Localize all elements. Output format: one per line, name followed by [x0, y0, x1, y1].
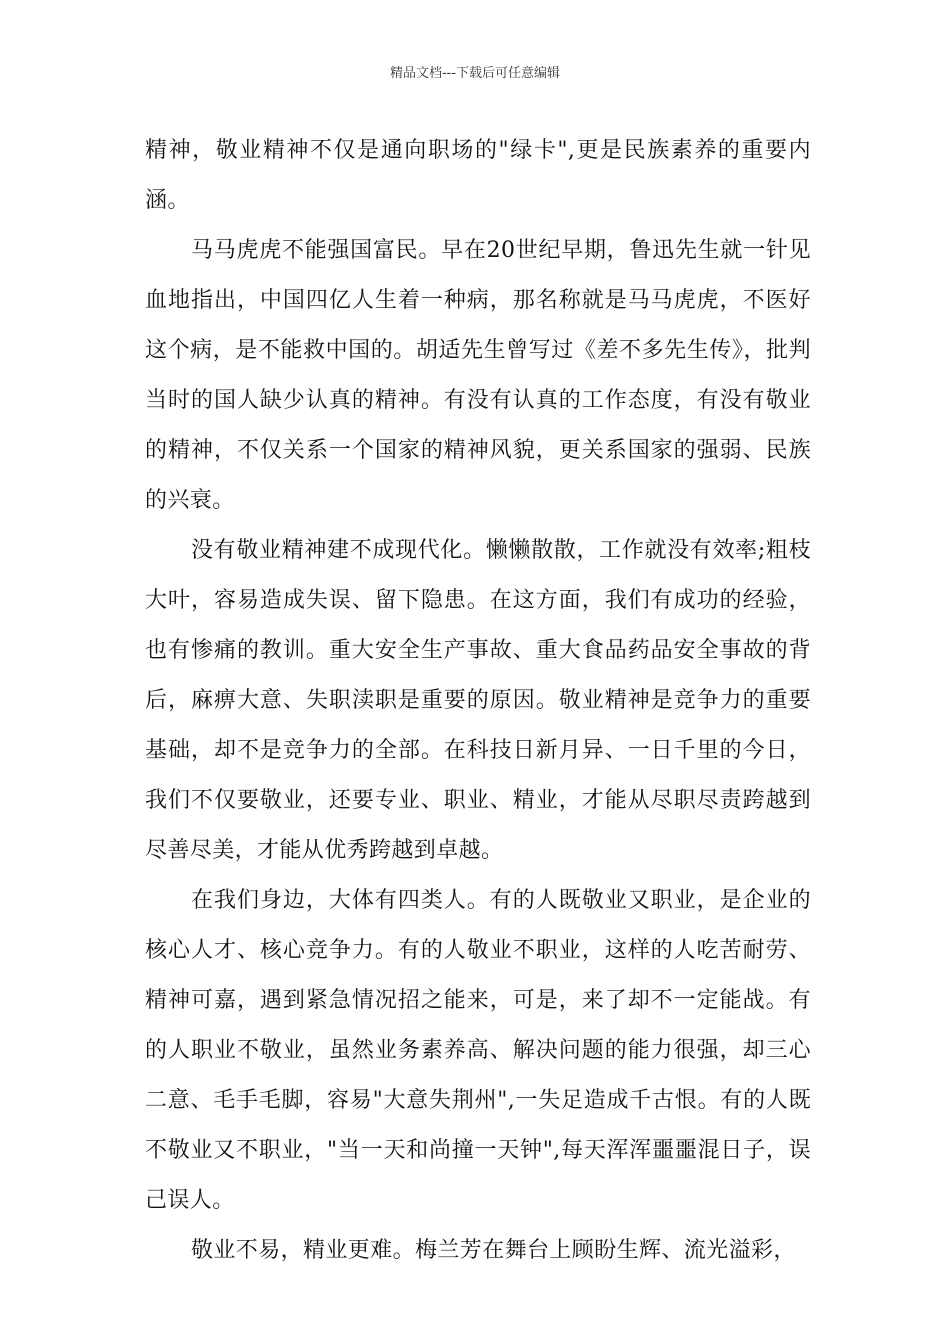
paragraph-continuation: 精神，敬业精神不仅是通向职场的"绿卡",更是民族素养的重要内涵。	[145, 138, 811, 213]
paragraph: 在我们身边，大体有四类人。有的人既敬业又职业，是企业的核心人才、核心竞争力。有的人敬业不职业，这样的人吃苦耐劳、精神可嘉，遇到紧急情况招之能来，可是，来了却不一定能战。有的人职业不敬业，虽然业务素养高、解决问题的能力很强，却三心二意、毛手毛脚，容易"大意失荆州",一失足造成千古恨。有的人既不敬业又不职业，"当一天和尚撞一天钟",每天浑浑噩噩混日子，误己误人。	[145, 888, 811, 1213]
body-text	[145, 126, 811, 1276]
page-header: 精品文档---下载后可任意编辑	[389, 66, 561, 81]
paragraph: 没有敬业精神建不成现代化。懒懒散散，工作就没有效率;粗枝大叶，容易造成失误、留下隐患。在这方面，我们有成功的经验，也有惨痛的教训。重大安全生产事故、重大食品药品安全事故的背后，麻痹大意、失职渎职是重要的原因。敬业精神是竞争力的重要基础，却不是竞争力的全部。在科技日新月异、一日千里的今日，我们不仅要敬业，还要专业、职业、精业，才能从尽职尽责跨越到尽善尽美，才能从优秀跨越到卓越。	[145, 538, 811, 863]
paragraph: 马马虎虎不能强国富民。早在20世纪早期，鲁迅先生就一针见血地指出，中国四亿人生着一种病，那名称就是马马虎虎，不医好这个病，是不能救中国的。胡适先生曾写过《差不多先生传》，批判当时的国人缺少认真的精神。有没有认真的工作态度，有没有敬业的精神，不仅关系一个国家的精神风貌，更关系国家的强弱、民族的兴衰。	[145, 238, 811, 513]
paragraph: 敬业不易，精业更难。梅兰芳在舞台上顾盼生辉、流光溢彩，	[191, 1238, 796, 1263]
